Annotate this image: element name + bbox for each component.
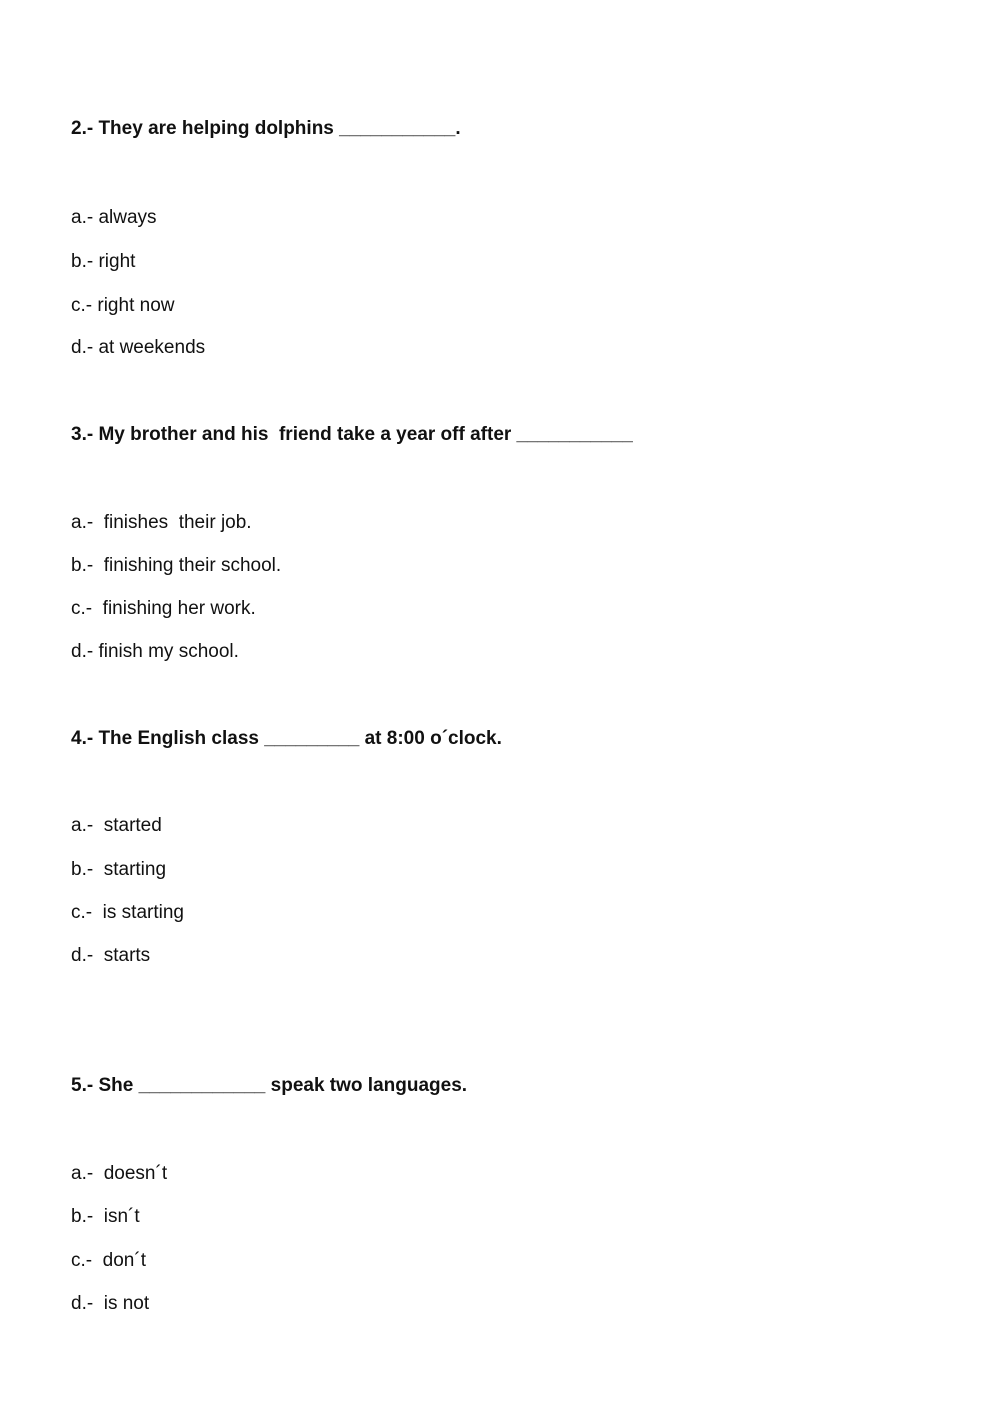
question-5: 5.- She ____________ speak two languages. [71,1075,468,1096]
question-3: 3.- My brother and his friend take a year off after ___________ [71,424,633,445]
question-4-option-c[interactable]: c.- is starting [71,902,184,923]
question-3-option-b[interactable]: b.- finishing their school. [71,555,282,576]
question-2: 2.- They are helping dolphins ___________. [71,118,461,139]
question-2-option-d[interactable]: d.- at weekends [71,337,206,358]
question-2-option-b[interactable]: b.- right [71,251,136,272]
question-5-option-d[interactable]: d.- is not [71,1293,150,1314]
question-4-option-b[interactable]: b.- starting [71,859,167,880]
question-3-option-d[interactable]: d.- finish my school. [71,641,239,662]
question-4-option-a[interactable]: a.- started [71,815,162,836]
question-4: 4.- The English class _________ at 8:00 o´clock. [71,728,502,749]
question-4-option-d[interactable]: d.- starts [71,945,151,966]
question-2-option-a[interactable]: a.- always [71,207,157,228]
question-5-option-b[interactable]: b.- isn´t [71,1206,140,1227]
question-5-option-a[interactable]: a.- doesn´t [71,1163,168,1184]
question-5-option-c[interactable]: c.- don´t [71,1250,146,1271]
question-3-option-c[interactable]: c.- finishing her work. [71,598,256,619]
question-2-option-c[interactable]: c.- right now [71,295,175,316]
question-3-option-a[interactable]: a.- finishes their job. [71,512,252,533]
